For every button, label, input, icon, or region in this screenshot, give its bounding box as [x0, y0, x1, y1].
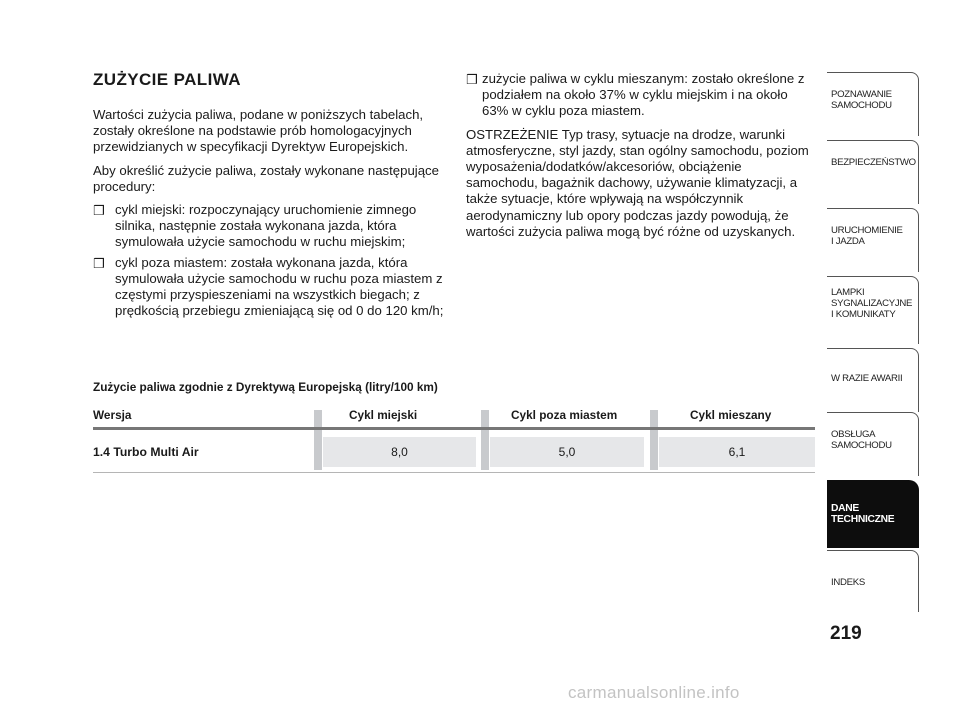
cell-extra-urban: 5,0 — [490, 437, 644, 467]
tab-label: BEZPIECZEŃSTWO — [831, 157, 916, 168]
bullet-combined-cycle — [466, 71, 816, 120]
checkbox-bullet-icon: ❒ — [93, 203, 105, 219]
header-extra-urban: Cykl poza miastem — [511, 408, 618, 422]
bullet-extra-urban-cycle — [93, 255, 448, 320]
tab-label: INDEKS — [831, 577, 865, 588]
row-version: 1.4 Turbo Multi Air — [93, 445, 199, 459]
consumption-table-header — [93, 405, 815, 429]
tab-uruchomienie-i-jazda[interactable] — [827, 208, 919, 272]
tab-label: OBSŁUGA SAMOCHODU — [831, 429, 892, 451]
tab-bezpieczenstwo[interactable] — [827, 140, 919, 204]
tab-label: POZNAWANIE SAMOCHODU — [831, 89, 892, 111]
cell-combined: 6,1 — [659, 437, 815, 467]
page-number: 219 — [830, 623, 862, 644]
table-row — [93, 437, 815, 467]
procedures-intro: Aby określić zużycie paliwa, zostały wykonane następujące procedury: — [93, 162, 439, 194]
checkbox-bullet-icon: ❒ — [466, 72, 478, 87]
cell-urban: 8,0 — [323, 437, 476, 467]
bullet-text: cykl poza miastem: została wykonana jazda, która symulowała użycie samochodu w ruchu poza miastem z częstymi przyspieszeniami na wszystkich biegach; z prędkością przebiegu zmieniającą się od 0 do 120 km/h; — [115, 254, 444, 319]
bullet-urban-cycle — [93, 202, 448, 251]
header-urban: Cykl miejski — [349, 408, 418, 422]
bullet-text: zużycie paliwa w cyklu mieszanym: zostało określone z podziałem na około 37% w cyklu miejskim i na około 63% w cyklu poza miastem. — [482, 71, 805, 119]
header-version: Wersja — [93, 408, 132, 422]
warning-paragraph: OSTRZEŻENIE Typ trasy, sytuacje na drodze, warunki atmosferyczne, styl jazdy, stan ogólny samochodu, poziom wyposażenia/dodatków/akcesoriów, obciążenie samochodu, bagażnik dachowy, używanie klimatyzacji, a także sytuacje, które wpływają na współczynnik aerodynamiczny lub opory podczas jazdy powodują, że wartości zużycia paliwa mogą być różne od uzyskanych. — [466, 126, 809, 239]
tab-label: DANE TECHNICZNE — [831, 503, 895, 525]
tab-w-razie-awarii[interactable] — [827, 348, 919, 412]
tab-label: LAMPKI SYGNALIZACYJNE I KOMUNIKATY — [831, 287, 913, 320]
checkbox-bullet-icon: ❒ — [93, 255, 105, 271]
tab-label: W RAZIE AWARII — [831, 373, 903, 384]
header-rule — [93, 427, 815, 430]
right-column — [466, 71, 816, 247]
watermark-text: carmanualsonline.info — [568, 683, 740, 702]
table-caption: Zużycie paliwa zgodnie z Dyrektywą Europejską (litry/100 km) — [93, 380, 438, 394]
left-column — [93, 107, 448, 323]
table-bottom-rule — [93, 472, 815, 473]
tab-label: URUCHOMIENIE I JAZDA — [831, 225, 903, 247]
tab-dane-techniczne[interactable] — [827, 480, 919, 548]
tab-poznawanie-samochodu[interactable] — [827, 72, 919, 136]
bullet-text: cykl miejski: rozpoczynający uruchomienie zimnego silnika, następnie została wykonana jazda, która symulowała użycie samochodu w ruchu miejskim; — [115, 202, 417, 250]
tab-lampki-sygnalizacyjne[interactable] — [827, 276, 919, 344]
tab-indeks[interactable] — [827, 550, 919, 612]
intro-paragraph: Wartości zużycia paliwa, podane w poniższych tabelach, zostały określone na podstawie prób homologacyjnych przewidzianych w specyfikacji Dyrektyw Europejskich. — [93, 107, 424, 155]
header-combined: Cykl mieszany — [690, 408, 772, 422]
page-title: ZUŻYCIE PALIWA — [93, 70, 241, 89]
tab-obsluga-samochodu[interactable] — [827, 412, 919, 476]
